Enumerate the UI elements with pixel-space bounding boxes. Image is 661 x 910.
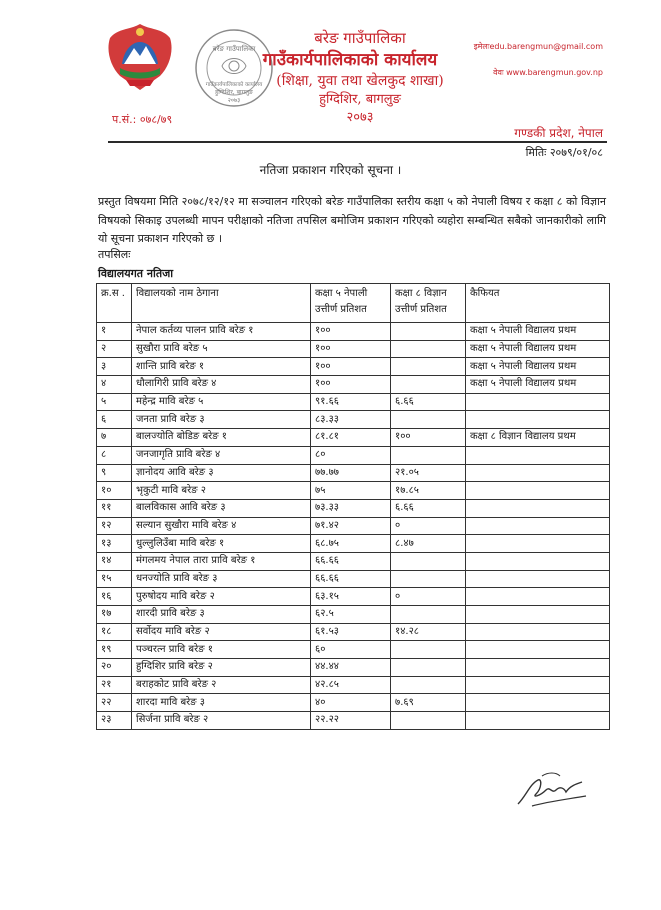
cell-nepali-5: ८३.३३ <box>311 411 391 429</box>
cell-school-name: पञ्चरत्न प्रावि बरेङ १ <box>132 641 311 659</box>
cell-sn: १४ <box>97 552 132 570</box>
cell-sn: १२ <box>97 517 132 535</box>
header-nepali-5: कक्षा ५ नेपाली उत्तीर्ण प्रतिशत <box>311 284 391 323</box>
cell-nepali-5: ४० <box>311 694 391 712</box>
cell-nepali-5: १०० <box>311 323 391 341</box>
table-caption: विद्यालयगत नतिजा <box>98 267 174 280</box>
cell-remarks <box>466 499 610 517</box>
notice-body: प्रस्तुत विषयमा मिति २०७८/१२/१२ मा सञ्चालन गरिएको बरेङ गाउँपालिका स्तरीय कक्षा ५ को नेपाली विषय र कक्षा ८ को विज्ञान विषयको सिकाइ उपलब्धी मापन परीक्षाको नतिजा तपसिल बमोजिम प्रकाशन गरिएको व्यहोरा सम्बन्धित सबैको जानकारीको लागि यो सूचना प्रकाशन गरिएको छ । <box>98 195 606 245</box>
cell-science-8 <box>391 552 466 570</box>
cell-remarks <box>466 552 610 570</box>
cell-nepali-5: ७७.७७ <box>311 464 391 482</box>
table-row <box>97 588 610 606</box>
table-row <box>97 323 610 341</box>
province-name: गण्डकी प्रदेश, नेपाल <box>514 126 603 140</box>
cell-science-8 <box>391 323 466 341</box>
cell-remarks <box>466 535 610 553</box>
cell-school-name: शारदी प्रावि बरेङ ३ <box>132 606 311 624</box>
cell-nepali-5: १०० <box>311 358 391 376</box>
seal-text-top: बरेङ गाउँपालिका <box>212 45 256 53</box>
cell-nepali-5: ७१.४२ <box>311 517 391 535</box>
cell-nepali-5: ७३.३३ <box>311 499 391 517</box>
cell-remarks: कक्षा ८ विज्ञान विद्यालय प्रथम <box>466 429 610 447</box>
cell-remarks <box>466 623 610 641</box>
cell-science-8: ० <box>391 588 466 606</box>
cell-remarks: कक्षा ५ नेपाली विद्यालय प्रथम <box>466 340 610 358</box>
cell-sn: १६ <box>97 588 132 606</box>
cell-science-8 <box>391 659 466 677</box>
contact-website: वेवः www.barengmun.gov.np <box>493 68 603 77</box>
seal-year: २०७३ <box>227 97 241 104</box>
cell-science-8: ७.६९ <box>391 694 466 712</box>
cell-nepali-5: ६३.१५ <box>311 588 391 606</box>
header-science-8: कक्षा ८ विज्ञान उत्तीर्ण प्रतिशत <box>391 284 466 323</box>
established-year: २०७३ <box>346 110 374 125</box>
tapasil-label: तपसिलः <box>98 248 131 261</box>
cell-sn: २० <box>97 659 132 677</box>
cell-sn: ६ <box>97 411 132 429</box>
cell-nepali-5: ६० <box>311 641 391 659</box>
cell-nepali-5: ६८.७५ <box>311 535 391 553</box>
notice-title: नतिजा प्रकाशन गरिएको सूचना । <box>259 163 402 177</box>
cell-school-name: नेपाल कर्तव्य पालन प्रावि बरेङ १ <box>132 323 311 341</box>
header-school-name: विद्यालयको नाम ठेगाना <box>132 284 311 323</box>
cell-nepali-5: १०० <box>311 340 391 358</box>
cell-science-8 <box>391 641 466 659</box>
contact-email: इमेलःedu.barengmun@gmail.com <box>473 42 603 51</box>
office-name: गाउँकार्यपालिकाको कार्यालय <box>262 50 438 70</box>
cell-nepali-5: ६१.५३ <box>311 623 391 641</box>
results-table <box>96 283 610 730</box>
header-remarks: कैफियत <box>466 284 610 323</box>
cell-remarks <box>466 482 610 500</box>
cell-sn: ८ <box>97 446 132 464</box>
cell-science-8 <box>391 446 466 464</box>
table-row <box>97 659 610 677</box>
cell-science-8: २१.०५ <box>391 464 466 482</box>
table-row <box>97 482 610 500</box>
cell-remarks: कक्षा ५ नेपाली विद्यालय प्रथम <box>466 358 610 376</box>
cell-sn: २३ <box>97 712 132 730</box>
cell-sn: १० <box>97 482 132 500</box>
header-sn: क्र.स . <box>97 284 132 323</box>
table-row <box>97 623 610 641</box>
cell-remarks <box>466 606 610 624</box>
cell-nepali-5: ४४.४४ <box>311 659 391 677</box>
table-header-row <box>97 284 610 323</box>
cell-school-name: मंगलमय नेपाल तारा प्रावि बरेङ १ <box>132 552 311 570</box>
cell-nepali-5: ६२.५ <box>311 606 391 624</box>
header-divider <box>108 141 607 143</box>
cell-school-name: पुरुषोदय मावि बरेङ २ <box>132 588 311 606</box>
table-row <box>97 535 610 553</box>
cell-school-name: सुखौरा प्रावि बरेङ ५ <box>132 340 311 358</box>
cell-remarks <box>466 676 610 694</box>
cell-school-name: सर्वोदय मावि बरेङ २ <box>132 623 311 641</box>
table-body <box>97 323 610 730</box>
cell-science-8 <box>391 570 466 588</box>
cell-science-8 <box>391 376 466 394</box>
table-row <box>97 517 610 535</box>
cell-remarks <box>466 464 610 482</box>
table-row <box>97 552 610 570</box>
cell-sn: १५ <box>97 570 132 588</box>
cell-remarks <box>466 588 610 606</box>
cell-science-8 <box>391 340 466 358</box>
cell-science-8: १०० <box>391 429 466 447</box>
table-row <box>97 376 610 394</box>
cell-sn: ९ <box>97 464 132 482</box>
cell-remarks <box>466 517 610 535</box>
cell-sn: ११ <box>97 499 132 517</box>
cell-sn: २१ <box>97 676 132 694</box>
table-row <box>97 358 610 376</box>
cell-science-8: ६.६६ <box>391 499 466 517</box>
table-row <box>97 464 610 482</box>
cell-remarks <box>466 641 610 659</box>
cell-nepali-5: ९१.६६ <box>311 393 391 411</box>
cell-sn: १७ <box>97 606 132 624</box>
table-row <box>97 641 610 659</box>
cell-remarks <box>466 570 610 588</box>
table-row <box>97 606 610 624</box>
cell-sn: १९ <box>97 641 132 659</box>
cell-nepali-5: ६६.६६ <box>311 570 391 588</box>
cell-remarks <box>466 712 610 730</box>
cell-sn: ७ <box>97 429 132 447</box>
table-row <box>97 570 610 588</box>
cell-remarks <box>466 411 610 429</box>
cell-sn: ५ <box>97 393 132 411</box>
cell-science-8: १४.२८ <box>391 623 466 641</box>
table-row <box>97 712 610 730</box>
nepal-emblem-icon <box>104 20 176 94</box>
cell-school-name: शारदा मावि बरेङ ३ <box>132 694 311 712</box>
cell-sn: ३ <box>97 358 132 376</box>
cell-school-name: शान्ति प्रावि बरेङ १ <box>132 358 311 376</box>
notice-date: मितिः २०७९/०१/०८ <box>525 146 603 159</box>
cell-remarks <box>466 446 610 464</box>
cell-sn: २२ <box>97 694 132 712</box>
cell-science-8 <box>391 606 466 624</box>
cell-nepali-5: ८१.८१ <box>311 429 391 447</box>
municipality-name: बरेङ गाउँपालिका <box>314 29 406 47</box>
table-row <box>97 393 610 411</box>
table-row <box>97 676 610 694</box>
cell-nepali-5: १०० <box>311 376 391 394</box>
seal-text-mid: गाउँकार्यपालिकाको कार्यालय <box>205 82 263 88</box>
cell-school-name: बालविकास आवि बरेङ ३ <box>132 499 311 517</box>
cell-school-name: धौलागिरी प्रावि बरेङ ४ <box>132 376 311 394</box>
cell-school-name: जनजागृति प्रावि बरेङ ४ <box>132 446 311 464</box>
section-name: (शिक्षा, युवा तथा खेलकुद शाखा) <box>276 73 444 89</box>
cell-science-8: ८.४७ <box>391 535 466 553</box>
cell-remarks <box>466 393 610 411</box>
table-row <box>97 694 610 712</box>
address: हुग्दिशिर, बागलुङ <box>319 92 401 107</box>
cell-school-name: सिर्जना प्रावि बरेङ २ <box>132 712 311 730</box>
table-row <box>97 429 610 447</box>
table-row <box>97 499 610 517</box>
cell-school-name: धुल्लुलिउँबा मावि बरेङ १ <box>132 535 311 553</box>
cell-science-8: ० <box>391 517 466 535</box>
cell-science-8 <box>391 676 466 694</box>
cell-sn: १८ <box>97 623 132 641</box>
cell-nepali-5: ८० <box>311 446 391 464</box>
cell-science-8 <box>391 358 466 376</box>
cell-science-8 <box>391 411 466 429</box>
seal-text-bottom: हुग्दिशिर, बागलुङ <box>215 89 253 96</box>
cell-remarks: कक्षा ५ नेपाली विद्यालय प्रथम <box>466 323 610 341</box>
cell-science-8: ६.६६ <box>391 393 466 411</box>
cell-nepali-5: ४२.८५ <box>311 676 391 694</box>
cell-school-name: धनज्योति प्रावि बरेङ ३ <box>132 570 311 588</box>
cell-remarks: कक्षा ५ नेपाली विद्यालय प्रथम <box>466 376 610 394</box>
cell-sn: ४ <box>97 376 132 394</box>
table-row <box>97 411 610 429</box>
cell-sn: १ <box>97 323 132 341</box>
reference-number: प.सं.: ०७८/७९ <box>112 113 173 126</box>
table-row <box>97 446 610 464</box>
cell-nepali-5: ७५ <box>311 482 391 500</box>
cell-nepali-5: २२.२२ <box>311 712 391 730</box>
cell-remarks <box>466 659 610 677</box>
cell-school-name: महेन्द्र मावि बरेङ ५ <box>132 393 311 411</box>
cell-school-name: भृकुटी मावि बरेङ २ <box>132 482 311 500</box>
cell-remarks <box>466 694 610 712</box>
cell-nepali-5: ६६.६६ <box>311 552 391 570</box>
cell-school-name: बालज्योति बोडिङ बरेङ १ <box>132 429 311 447</box>
cell-school-name: बराहकोट प्रावि बरेङ २ <box>132 676 311 694</box>
cell-sn: १३ <box>97 535 132 553</box>
cell-school-name: जनता प्रावि बरेङ ३ <box>132 411 311 429</box>
signature-icon <box>512 766 592 814</box>
cell-school-name: हुग्दिशिर प्रावि बरेङ २ <box>132 659 311 677</box>
letterhead-title <box>260 28 460 127</box>
cell-school-name: सल्यान सुखौरा मावि बरेङ ४ <box>132 517 311 535</box>
table-row <box>97 340 610 358</box>
cell-science-8: १७.८५ <box>391 482 466 500</box>
cell-school-name: ज्ञानोदय आवि बरेङ ३ <box>132 464 311 482</box>
cell-sn: २ <box>97 340 132 358</box>
cell-science-8 <box>391 712 466 730</box>
